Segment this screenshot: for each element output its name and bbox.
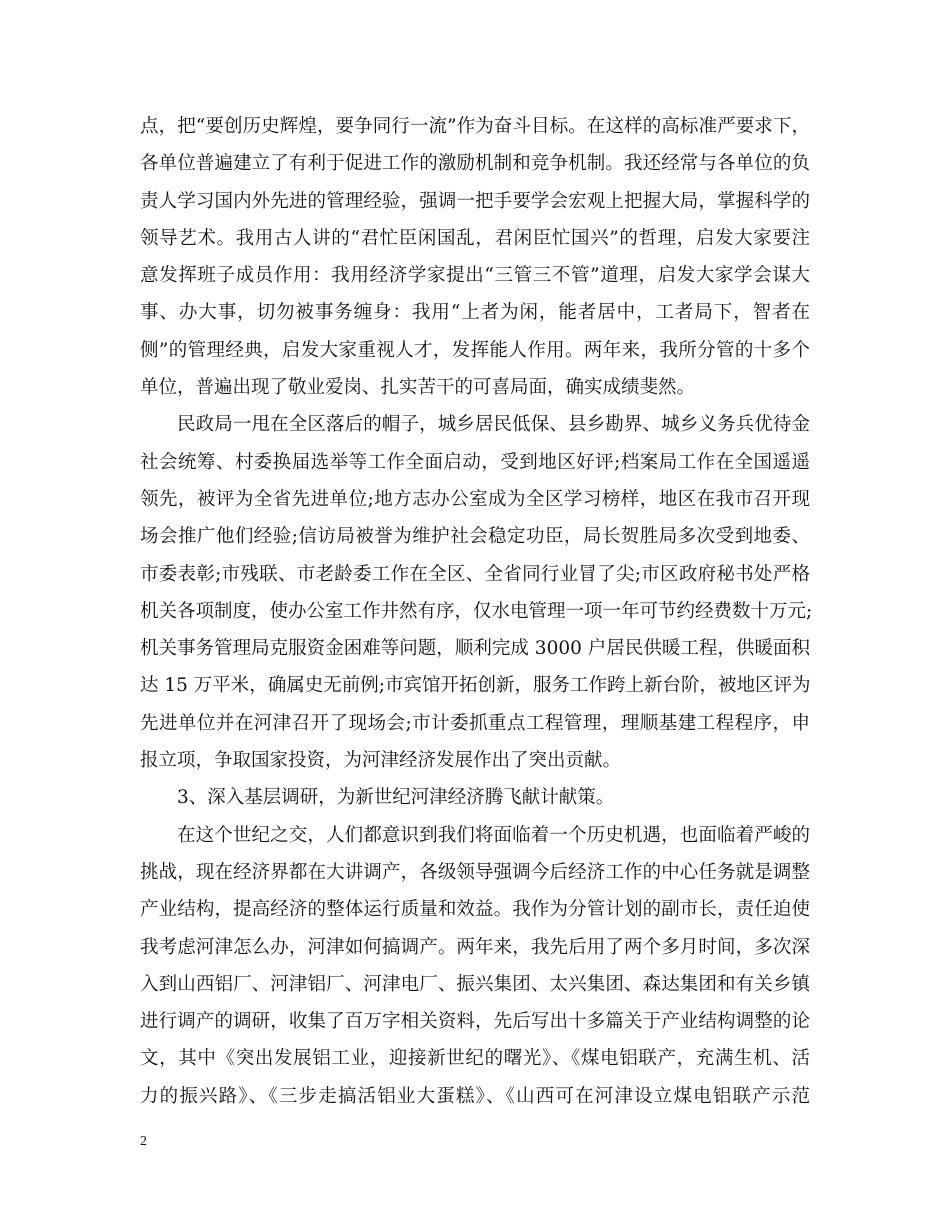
text-line: 领导艺术。我用古人讲的“君忙臣闲国乱，君闲臣忙国兴”的哲理，启发大家要注: [140, 227, 810, 249]
text-line: 侧”的管理经典，启发大家重视人才，发挥能人作用。两年来，我所分管的十多个: [140, 339, 810, 361]
section-heading: 3、深入基层调研，为新世纪河津经济腾飞献计献策。: [177, 787, 615, 809]
text-line: 场会推广他们经验;信访局被誉为维护社会稳定功臣，局长贺胜局多次受到地委、: [140, 526, 810, 548]
paragraph-first-line: 在这个世纪之交，人们都意识到我们将面临着一个历史机遇，也面临着严峻的: [177, 824, 810, 846]
text-line: 进行调产的调研，收集了百万字相关资料，先后写出十多篇关于产业结构调整的论: [140, 1011, 810, 1033]
paragraph-first-line: 民政局一甩在全区落后的帽子，城乡居民低保、县乡勘界、城乡义务兵优待金: [177, 414, 810, 436]
document-body: [140, 108, 813, 1115]
text-line: 挑战，现在经济界都在大讲调产，各级领导强调今后经济工作的中心任务就是调整: [140, 861, 810, 883]
text-line: 责人学习国内外先进的管理经验，强调一把手要学会宏观上把握大局，掌握科学的: [140, 190, 810, 212]
text-line: 点，把“要创历史辉煌，要争同行一流”作为奋斗目标。在这样的高标准严要求下，: [140, 116, 810, 137]
text-line: 市委表彰;市残联、市老龄委工作在全区、全省同行业冒了尖;市区政府秘书处严格: [140, 563, 810, 585]
text-line: 文，其中《突出发展铝工业，迎接新世纪的曙光》、《煤电铝联产，充满生机、活: [140, 1048, 810, 1070]
page-number: 2: [140, 1134, 147, 1149]
text-line: 先进单位并在河津召开了现场会;市计委抓重点工程管理，理顺基建工程程序，申: [140, 712, 810, 734]
text-line: 入到山西铝厂、河津铝厂、河津电厂、振兴集团、太兴集团、森达集团和有关乡镇: [140, 973, 810, 995]
text-line: 机关事务管理局克服资金困难等问题，顺利完成 3000 户居民供暖工程，供暖面积: [140, 638, 810, 660]
text-line: 报立项，争取国家投资，为河津经济发展作出了突出贡献。: [140, 750, 622, 772]
text-line: 领先，被评为全省先进单位;地方志办公室成为全区学习榜样，地区在我市召开现: [140, 488, 810, 510]
text-line: 单位，普遍出现了敬业爱岗、扎实苦干的可喜局面，确实成绩斐然。: [140, 377, 696, 399]
text-line: 产业结构，提高经济的整体运行质量和效益。我作为分管计划的副市长，责任迫使: [140, 899, 810, 921]
text-line: 我考虑河津怎么办，河津如何搞调产。两年来，我先后用了两个多月时间，多次深: [140, 936, 810, 958]
text-line: 意发挥班子成员作用：我用经济学家提出“三管三不管”道理，启发大家学会谋大: [140, 265, 810, 287]
text-line: 力的振兴路》、《三步走搞活铝业大蛋糕》、《山西可在河津设立煤电铝联产示范: [140, 1085, 810, 1107]
text-line: 各单位普遍建立了有利于促进工作的激励机制和竞争机制。我还经常与各单位的负: [140, 153, 810, 175]
text-line: 社会统筹、村委换届选举等工作全面启动，受到地区好评;档案局工作在全国遥遥: [140, 451, 810, 473]
text-line: 达 15 万平米，确属史无前例;市宾馆开拓创新，服务工作跨上新台阶，被地区评为: [140, 675, 811, 697]
text-line: 机关各项制度，使办公室工作井然有序，仅水电管理一项一年可节约经费数十万元;: [140, 600, 813, 622]
text-line: 事、办大事，切勿被事务缠身：我用“上者为闲，能者居中，工者局下，智者在: [140, 302, 810, 324]
